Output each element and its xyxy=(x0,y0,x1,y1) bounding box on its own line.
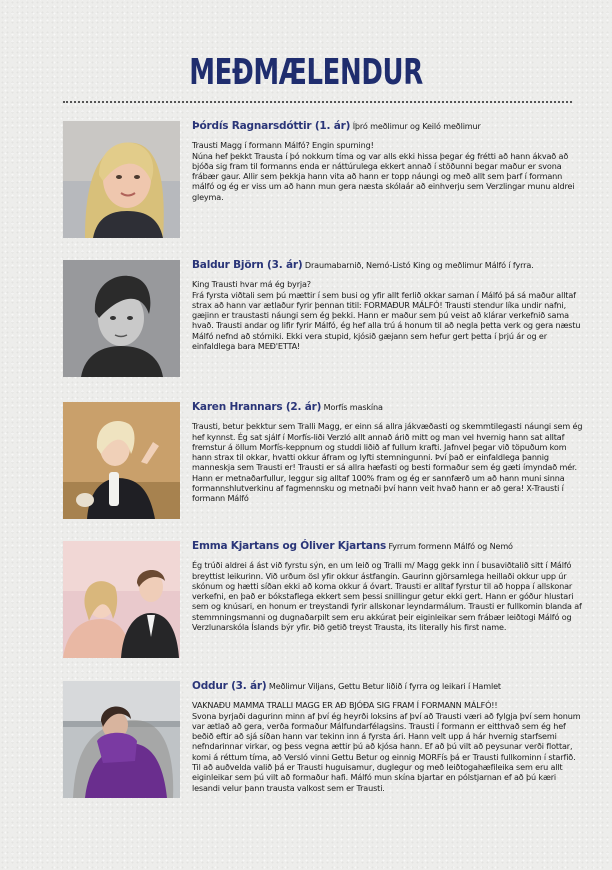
endorser-photo xyxy=(63,541,180,658)
endorsement-text xyxy=(192,700,584,793)
endorsement-text xyxy=(192,279,584,351)
endorser-name: Baldur Björn (3. ár) xyxy=(192,259,303,271)
endorsement-paragraph: King Trausti hvar má ég byrja? xyxy=(192,279,311,290)
endorsement-paragraph: Núna hef þekkt Trausta í þó nokkurn tíma og var alls ekki hissa þegar ég frétti að hann ákvað að bjóða sig fram til formanns enda er náttúrulega ekkert annað í stöðunni begar maður er svona frábær gaur. Allir sem þekkja hann vita að hann er topp náungi og með allt sem þarf í formann málfó og ég er viss um að hann mun gera næsta skólaár að einhverju sem Verzlingar munu aldrei gleyma. xyxy=(192,150,575,202)
endorser-roles: Meðlimur Viljans, Gettu Betur liðið í fyrra og leikari í Hamlet xyxy=(268,681,501,691)
endorser-name: Emma Kjartans og Óliver Kjartans xyxy=(192,540,387,552)
endorser-name: Karen Hrannars (2. ár) xyxy=(192,401,322,413)
page-title: MEÐMÆLENDUR xyxy=(189,52,423,93)
endorsement-paragraph: Trausti, betur þekktur sem Tralli Magg, er einn sá allra jákvæðasti og skemmtilegasti náungi sem ég hef kynnst. Ég sat sjálf í Morfís-liði Verzló allt annað árið mitt og man vel hvernig hann sat alltaf fremstur á öllum Morfís-keppnum og studdi liðið af fullum krafti. Jafnvel þegar við töpuðum kom hann strax til okkar, hvatti okkur áfram og lyfti stemningunni. Því það er einfaldlega þannig manneskja sem Trausti er! Trausti er sá allra hæfasti og besti formaður sem ég gæti ímyndað mér. Hann er metnaðarfullur, leggur sig alltaf 100% fram og ég er sannfærð um að hann muni sinna formannshlutverkinu af fagmennsku og metnaði því hann veit hvað hann er að gera! X-Trausti í formann Málfó xyxy=(192,421,583,504)
endorsement-paragraph: Frá fyrsta viðtali sem þú mættir í sem busi og yfir allt ferlið okkar saman í Málfó þá sá maður alltaf strax að hann var ætlaður fyrir þennan titil: FORMAÐUR MÁLFÓ! Trausti stendur líka undir nafni, gæjinn er traustasti náungi sem ég þekki. Hann er maður sem þú veist að klárar verkefnið sama hvað. Trausti andar og lifir fyrir Málfó, ég hef alla trú á honum til að negla þetta verk og gera næstu Málfó nefnd að stórniki. Ekki vera stupid, kjósið gæjann sem hefur gert þetta í þrjú ár og er einfaldlega bara MEÐ'ETTA! xyxy=(192,289,581,352)
endorser-photo xyxy=(63,121,180,238)
endorsement-paragraph: Trausti Magg í formann Málfó? Engin spurning! xyxy=(192,140,374,151)
endorser-roles: Fyrrum formenn Málfó og Nemó xyxy=(388,541,513,551)
title-divider xyxy=(63,101,572,103)
endorsement-text xyxy=(192,140,584,202)
endorsement-text xyxy=(192,560,584,632)
endorser-roles: Íþró meðlimur og Keiló meðlimur xyxy=(352,121,481,131)
endorser-name: Oddur (3. ár) xyxy=(192,680,267,692)
endorsement-text xyxy=(192,421,584,503)
endorser-roles: Draumabarnið, Nemó-Listó King og meðlimur Málfó í fyrra. xyxy=(304,260,534,270)
endorser-photo xyxy=(63,402,180,519)
endorsement-paragraph: Ég trúði aldrei á ást við fyrstu sýn, en um leið og Tralli m/ Magg gekk inn í busaviðtalið sitt í Málfó breyttist leikurinn. Við urðum ösl yfir okkur ástfangin. Gaurinn gjörsamlega heillaði okkur upp úr skónum og hætti síðan ekki að koma okkur á óvart. Trausti er alltaf fyrstur til að hoppa í allskonar verkefni, en það er bókstaflega ekkert sem þessi snillingur getur ekki gert. Hann er góður hlustari sem og knúsari, en honum er treystandi fyrir allskonar leyndarmálum. Trausti er fullkomin blanda af stemmningsmanni og dugnaðarpilt sem eru akkúrat þeir eiginleikar sem frábær leiðtogi Málfó og Verzlunarskóla Íslands býr yfir. Þið getið treyst Trausta, its literally his first name. xyxy=(192,560,582,633)
endorsement-paragraph: Svona byrjaði dagurinn minn af því ég heyrði loksins af því að Trausti væri að fylgja því sem honum var ætlað að gera, verða formaður Málfundarfélagsins. Trausti í formann er eitthvað sem ég hef beðið eftir að sjá síðan hann var tekinn inn á fyrsta ári. Hann velt upp á hár hvernig starfsemi nefndarinnar virkar, og þess vegna ættir þú að kjósa hann. Ef að þú vilt að peysunar verði flottar, komi á réttum tíma, að Versló vinni Gettu Betur og einnig MORFís þá er Trausti fullkominn í starfið. Til að auðvelda valið þá er Trausti huguisamur, duglegur og með leiðtogahæfileika sem eru allt eiginleikar sem þú vilt að formaður hafi. Málfó mun skína bjartar en pólstjarnan ef að þú kæri lesandi velur þann trausta valkost sem er Trausti. xyxy=(192,710,581,793)
endorser-photo xyxy=(63,260,180,377)
endorser-roles: Morfís maskína xyxy=(323,402,383,412)
endorsement-paragraph: VAKNAÐU MAMMA TRALLI MAGG ER AÐ BJÓÐA SIG FRAM Í FORMANN MÁLFÓ!! xyxy=(192,700,498,711)
endorser-name: Þórdís Ragnarsdóttir (1. ár) xyxy=(192,120,351,132)
endorser-photo xyxy=(63,681,180,798)
